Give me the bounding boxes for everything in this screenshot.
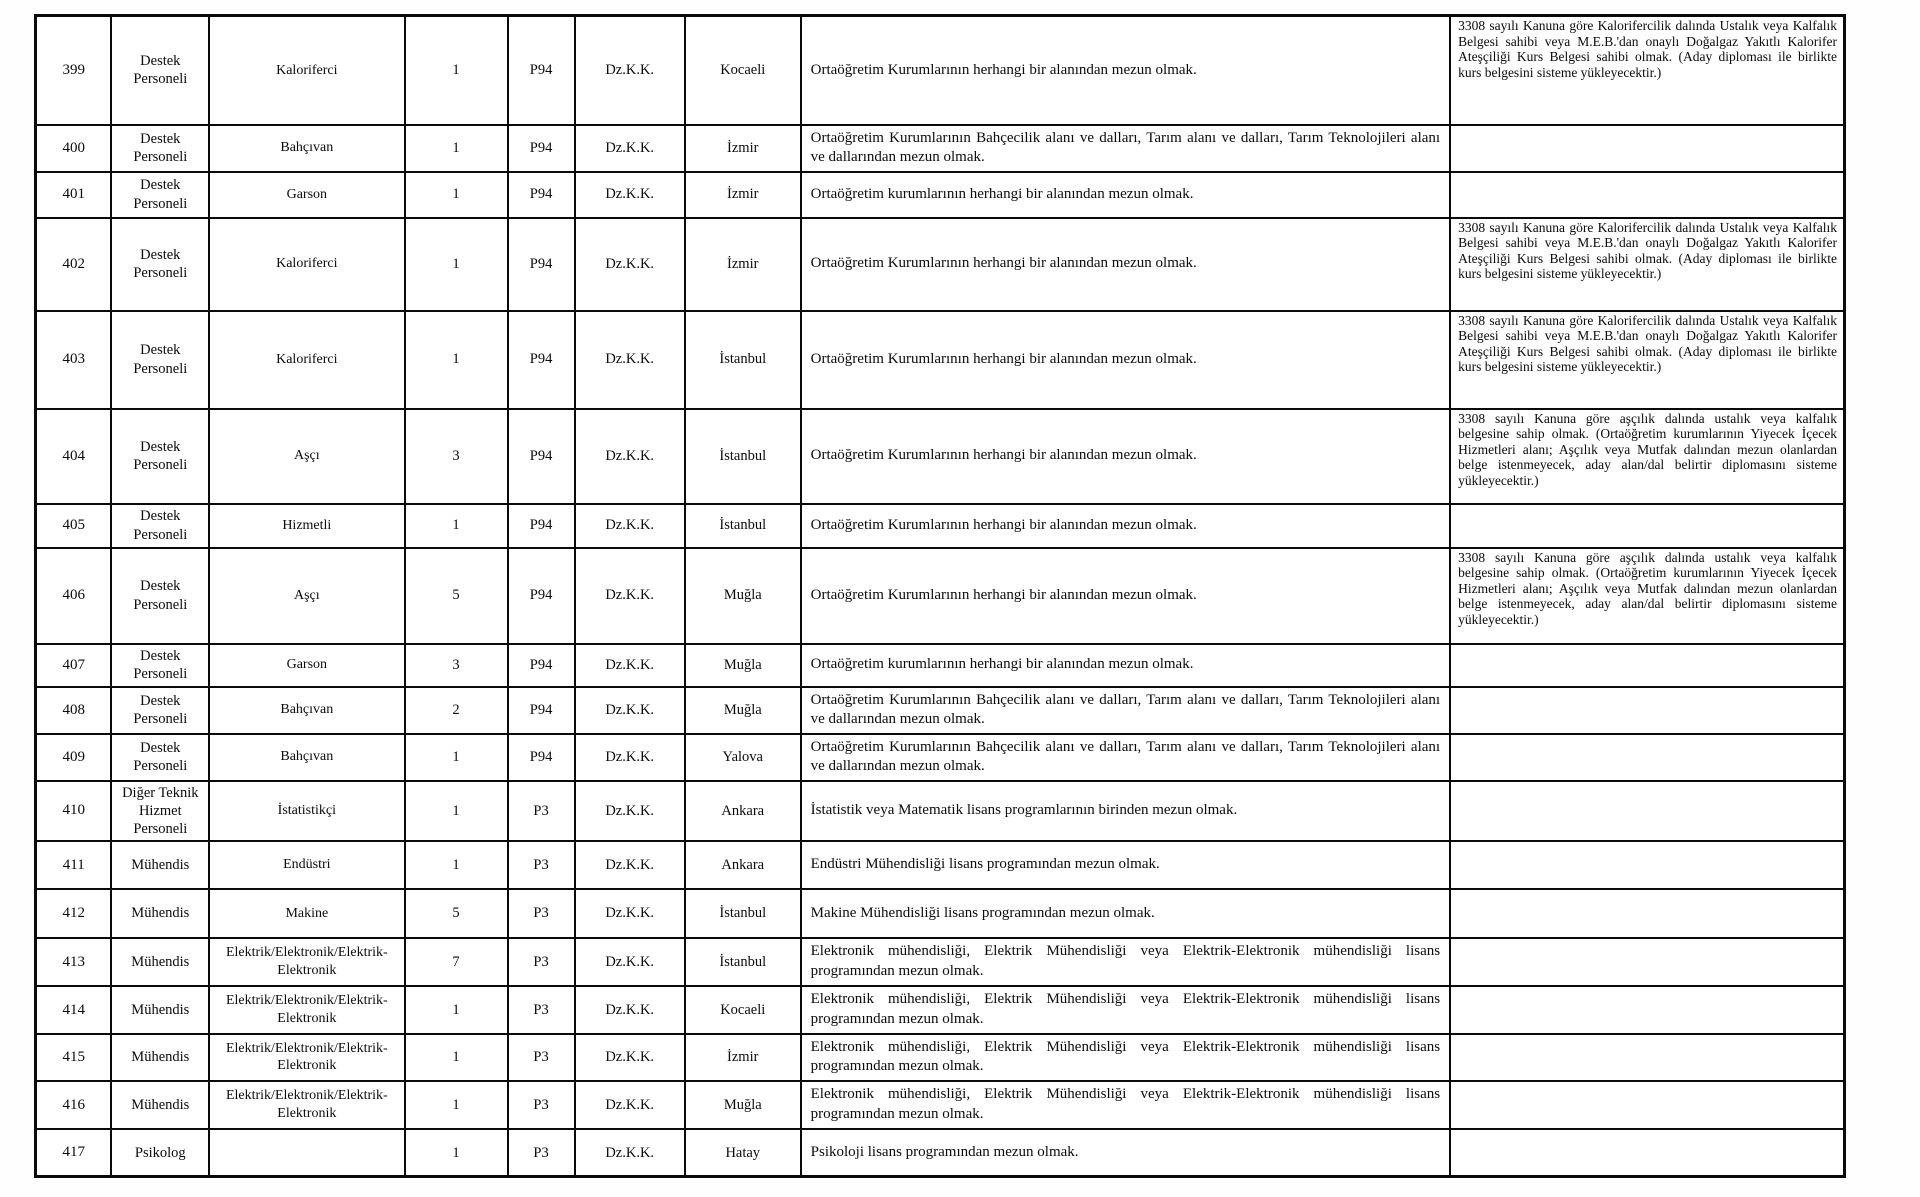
cell-sira-no: 414: [36, 986, 112, 1034]
cell-kurum: Dz.K.K.: [575, 172, 685, 218]
cell-unvan-brans: Bahçıvan: [209, 687, 404, 734]
cell-sira-no: 403: [36, 311, 112, 409]
cell-adet: 1: [405, 1129, 508, 1177]
cell-il: Ankara: [685, 781, 801, 841]
cell-aranan-nitelikler: İstatistik veya Matematik lisans programlarının birinden mezun olmak.: [801, 781, 1450, 841]
cell-aranan-nitelikler: Ortaöğretim kurumlarının herhangi bir alanından mezun olmak.: [801, 644, 1450, 687]
table-row: [36, 889, 1845, 938]
cell-aciklama: [1450, 986, 1844, 1034]
cell-adet: 5: [405, 548, 508, 644]
cell-aranan-nitelikler: Elektronik mühendisliği, Elektrik Mühendisliği veya Elektrik-Elektronik mühendisliği lisans programından mezun olmak.: [801, 1081, 1450, 1129]
cell-sira-no: 399: [36, 16, 112, 125]
cell-adet: 1: [405, 218, 508, 311]
cell-aciklama: [1450, 687, 1844, 734]
cell-unvan-brans: Hizmetli: [209, 504, 404, 548]
cell-sira-no: 415: [36, 1034, 112, 1081]
cell-sinif: Mühendis: [111, 986, 209, 1034]
cell-sira-no: 402: [36, 218, 112, 311]
cell-aciklama: 3308 sayılı Kanuna göre Kalorifercilik dalında Ustalık veya Kalfalık Belgesi sahibi veya M.E.B.'dan onaylı Doğalgaz Yakıtlı Kalorifer Ateşçiliği Kurs Belgesi sahibi olmak. (Aday diploması ile birlikte kurs belgesini sisteme yükleyecektir.): [1450, 16, 1844, 125]
cell-adet: 3: [405, 409, 508, 504]
cell-puan-turu: P3: [508, 938, 575, 986]
cell-puan-turu: P3: [508, 986, 575, 1034]
cell-kurum: Dz.K.K.: [575, 409, 685, 504]
cell-kurum: Dz.K.K.: [575, 734, 685, 781]
table-row: [36, 687, 1845, 734]
cell-il: İstanbul: [685, 938, 801, 986]
cell-sinif: Mühendis: [111, 1081, 209, 1129]
cell-sinif: Destek Personeli: [111, 16, 209, 125]
cell-puan-turu: P94: [508, 311, 575, 409]
cell-sinif: Destek Personeli: [111, 687, 209, 734]
cell-il: Kocaeli: [685, 986, 801, 1034]
cell-adet: 3: [405, 644, 508, 687]
cell-adet: 1: [405, 841, 508, 889]
cell-aranan-nitelikler: Ortaöğretim Kurumlarının Bahçecilik alanı ve dalları, Tarım alanı ve dalları, Tarım Teknolojileri alanı ve dallarından mezun olmak.: [801, 734, 1450, 781]
cell-aranan-nitelikler: Ortaöğretim Kurumlarının herhangi bir alanından mezun olmak.: [801, 311, 1450, 409]
cell-puan-turu: P94: [508, 644, 575, 687]
cell-sinif: Psikolog: [111, 1129, 209, 1177]
cell-aciklama: [1450, 841, 1844, 889]
cell-aranan-nitelikler: Elektronik mühendisliği, Elektrik Mühendisliği veya Elektrik-Elektronik mühendisliği lisans programından mezun olmak.: [801, 1034, 1450, 1081]
cell-adet: 1: [405, 172, 508, 218]
cell-adet: 1: [405, 1081, 508, 1129]
cell-aranan-nitelikler: Ortaöğretim Kurumlarının herhangi bir alanından mezun olmak.: [801, 409, 1450, 504]
cell-sira-no: 405: [36, 504, 112, 548]
cell-unvan-brans: [209, 1129, 404, 1177]
cell-adet: 2: [405, 687, 508, 734]
cell-sira-no: 410: [36, 781, 112, 841]
cell-unvan-brans: Elektrik/Elektronik/Elektrik-Elektronik: [209, 1034, 404, 1081]
cell-sira-no: 412: [36, 889, 112, 938]
cell-aranan-nitelikler: Ortaöğretim Kurumlarının herhangi bir alanından mezun olmak.: [801, 548, 1450, 644]
cell-unvan-brans: Aşçı: [209, 409, 404, 504]
cell-aciklama: [1450, 1129, 1844, 1177]
cell-unvan-brans: İstatistikçi: [209, 781, 404, 841]
cell-puan-turu: P94: [508, 172, 575, 218]
cell-unvan-brans: Kaloriferci: [209, 311, 404, 409]
cell-sinif: Destek Personeli: [111, 734, 209, 781]
cell-sira-no: 416: [36, 1081, 112, 1129]
cell-sira-no: 409: [36, 734, 112, 781]
cell-puan-turu: P94: [508, 16, 575, 125]
cell-sinif: Mühendis: [111, 938, 209, 986]
cell-puan-turu: P94: [508, 218, 575, 311]
table-row: [36, 311, 1845, 409]
table-row: [36, 938, 1845, 986]
cell-unvan-brans: Garson: [209, 644, 404, 687]
cell-sinif: Destek Personeli: [111, 218, 209, 311]
cell-puan-turu: P94: [508, 548, 575, 644]
cell-il: İstanbul: [685, 504, 801, 548]
table-row: [36, 409, 1845, 504]
cell-kurum: Dz.K.K.: [575, 1129, 685, 1177]
cell-il: İzmir: [685, 1034, 801, 1081]
cell-kurum: Dz.K.K.: [575, 548, 685, 644]
table-row: [36, 644, 1845, 687]
cell-kurum: Dz.K.K.: [575, 687, 685, 734]
job-postings-table-body: [36, 16, 1845, 1177]
job-postings-table: [34, 14, 1846, 1178]
cell-sinif: Diğer Teknik Hizmet Personeli: [111, 781, 209, 841]
table-row: [36, 1129, 1845, 1177]
cell-sinif: Destek Personeli: [111, 644, 209, 687]
cell-unvan-brans: Bahçıvan: [209, 125, 404, 172]
cell-puan-turu: P94: [508, 687, 575, 734]
cell-il: Hatay: [685, 1129, 801, 1177]
cell-sinif: Destek Personeli: [111, 548, 209, 644]
cell-il: Ankara: [685, 841, 801, 889]
cell-adet: 1: [405, 781, 508, 841]
cell-puan-turu: P94: [508, 125, 575, 172]
table-row: [36, 218, 1845, 311]
cell-sira-no: 400: [36, 125, 112, 172]
cell-sinif: Mühendis: [111, 889, 209, 938]
cell-sinif: Destek Personeli: [111, 125, 209, 172]
cell-kurum: Dz.K.K.: [575, 1034, 685, 1081]
cell-aranan-nitelikler: Ortaöğretim Kurumlarının herhangi bir alanından mezun olmak.: [801, 504, 1450, 548]
table-row: [36, 841, 1845, 889]
cell-il: Muğla: [685, 644, 801, 687]
table-row: [36, 16, 1845, 125]
cell-adet: 1: [405, 734, 508, 781]
cell-aciklama: [1450, 1081, 1844, 1129]
cell-adet: 7: [405, 938, 508, 986]
cell-aciklama: 3308 sayılı Kanuna göre aşçılık dalında ustalık veya kalfalık belgesine sahip olmak. (Ortaöğretim kurumlarının Yiyecek İçecek Hizmetleri alanı; Aşçılık veya Mutfak dalından mezun olanlardan belge istenmeyecek, aday alan/dal belirtir diplomasını sisteme yükleyecektir.): [1450, 548, 1844, 644]
cell-aranan-nitelikler: Ortaöğretim Kurumlarının Bahçecilik alanı ve dalları, Tarım alanı ve dalları, Tarım Teknolojileri alanı ve dallarından mezun olmak.: [801, 125, 1450, 172]
cell-sira-no: 417: [36, 1129, 112, 1177]
cell-kurum: Dz.K.K.: [575, 311, 685, 409]
cell-unvan-brans: Aşçı: [209, 548, 404, 644]
cell-sinif: Mühendis: [111, 1034, 209, 1081]
cell-aciklama: [1450, 644, 1844, 687]
cell-aciklama: 3308 sayılı Kanuna göre Kalorifercilik dalında Ustalık veya Kalfalık Belgesi sahibi veya M.E.B.'dan onaylı Doğalgaz Yakıtlı Kalorifer Ateşçiliği Kurs Belgesi sahibi olmak. (Aday diploması ile birlikte kurs belgesini sisteme yükleyecektir.): [1450, 311, 1844, 409]
cell-aciklama: [1450, 938, 1844, 986]
cell-sira-no: 404: [36, 409, 112, 504]
cell-unvan-brans: Kaloriferci: [209, 16, 404, 125]
table-row: [36, 781, 1845, 841]
cell-sinif: Destek Personeli: [111, 172, 209, 218]
cell-kurum: Dz.K.K.: [575, 16, 685, 125]
cell-aciklama: 3308 sayılı Kanuna göre Kalorifercilik dalında Ustalık veya Kalfalık Belgesi sahibi veya M.E.B.'dan onaylı Doğalgaz Yakıtlı Kalorifer Ateşçiliği Kurs Belgesi sahibi olmak. (Aday diploması ile birlikte kurs belgesini sisteme yükleyecektir.): [1450, 218, 1844, 311]
cell-puan-turu: P94: [508, 409, 575, 504]
cell-aciklama: [1450, 1034, 1844, 1081]
cell-aranan-nitelikler: Endüstri Mühendisliği lisans programından mezun olmak.: [801, 841, 1450, 889]
cell-il: İstanbul: [685, 889, 801, 938]
cell-sira-no: 408: [36, 687, 112, 734]
cell-aranan-nitelikler: Makine Mühendisliği lisans programından mezun olmak.: [801, 889, 1450, 938]
cell-aciklama: [1450, 781, 1844, 841]
cell-aranan-nitelikler: Ortaöğretim Kurumlarının herhangi bir alanından mezun olmak.: [801, 16, 1450, 125]
cell-aciklama: [1450, 734, 1844, 781]
cell-aciklama: [1450, 504, 1844, 548]
cell-aranan-nitelikler: Elektronik mühendisliği, Elektrik Mühendisliği veya Elektrik-Elektronik mühendisliği lisans programından mezun olmak.: [801, 938, 1450, 986]
cell-il: Kocaeli: [685, 16, 801, 125]
cell-il: Muğla: [685, 1081, 801, 1129]
cell-sinif: Destek Personeli: [111, 311, 209, 409]
cell-sira-no: 413: [36, 938, 112, 986]
cell-puan-turu: P3: [508, 841, 575, 889]
cell-sira-no: 406: [36, 548, 112, 644]
cell-adet: 1: [405, 125, 508, 172]
cell-aranan-nitelikler: Ortaöğretim kurumlarının herhangi bir alanından mezun olmak.: [801, 172, 1450, 218]
cell-kurum: Dz.K.K.: [575, 125, 685, 172]
cell-sinif: Mühendis: [111, 841, 209, 889]
cell-unvan-brans: Elektrik/Elektronik/Elektrik-Elektronik: [209, 986, 404, 1034]
table-row: [36, 734, 1845, 781]
cell-il: İzmir: [685, 172, 801, 218]
cell-aciklama: [1450, 125, 1844, 172]
cell-aranan-nitelikler: Elektronik mühendisliği, Elektrik Mühendisliği veya Elektrik-Elektronik mühendisliği lisans programından mezun olmak.: [801, 986, 1450, 1034]
cell-adet: 1: [405, 986, 508, 1034]
cell-adet: 1: [405, 504, 508, 548]
cell-il: Yalova: [685, 734, 801, 781]
cell-unvan-brans: Elektrik/Elektronik/Elektrik-Elektronik: [209, 938, 404, 986]
table-row: [36, 1034, 1845, 1081]
cell-kurum: Dz.K.K.: [575, 218, 685, 311]
cell-aciklama: [1450, 889, 1844, 938]
cell-puan-turu: P94: [508, 734, 575, 781]
cell-il: Muğla: [685, 687, 801, 734]
cell-adet: 1: [405, 311, 508, 409]
cell-puan-turu: P3: [508, 1129, 575, 1177]
cell-sinif: Destek Personeli: [111, 409, 209, 504]
cell-adet: 1: [405, 1034, 508, 1081]
cell-unvan-brans: Elektrik/Elektronik/Elektrik-Elektronik: [209, 1081, 404, 1129]
cell-unvan-brans: Bahçıvan: [209, 734, 404, 781]
cell-puan-turu: P3: [508, 889, 575, 938]
table-row: [36, 125, 1845, 172]
cell-unvan-brans: Endüstri: [209, 841, 404, 889]
cell-kurum: Dz.K.K.: [575, 1081, 685, 1129]
cell-puan-turu: P3: [508, 781, 575, 841]
cell-il: Muğla: [685, 548, 801, 644]
cell-puan-turu: P3: [508, 1034, 575, 1081]
cell-unvan-brans: Makine: [209, 889, 404, 938]
cell-sira-no: 407: [36, 644, 112, 687]
cell-aciklama: [1450, 172, 1844, 218]
cell-puan-turu: P3: [508, 1081, 575, 1129]
cell-puan-turu: P94: [508, 504, 575, 548]
table-row: [36, 504, 1845, 548]
cell-aciklama: 3308 sayılı Kanuna göre aşçılık dalında ustalık veya kalfalık belgesine sahip olmak. (Ortaöğretim kurumlarının Yiyecek İçecek Hizmetleri alanı; Aşçılık veya Mutfak dalından mezun olanlardan belge istenmeyecek, aday alan/dal belirtir diplomasını sisteme yükleyecektir.): [1450, 409, 1844, 504]
cell-adet: 5: [405, 889, 508, 938]
table-row: [36, 986, 1845, 1034]
cell-il: İzmir: [685, 218, 801, 311]
cell-kurum: Dz.K.K.: [575, 504, 685, 548]
cell-aranan-nitelikler: Psikoloji lisans programından mezun olmak.: [801, 1129, 1450, 1177]
cell-kurum: Dz.K.K.: [575, 889, 685, 938]
cell-adet: 1: [405, 16, 508, 125]
cell-kurum: Dz.K.K.: [575, 938, 685, 986]
cell-il: İzmir: [685, 125, 801, 172]
cell-sira-no: 411: [36, 841, 112, 889]
table-row: [36, 1081, 1845, 1129]
cell-aranan-nitelikler: Ortaöğretim Kurumlarının Bahçecilik alanı ve dalları, Tarım alanı ve dalları, Tarım Teknolojileri alanı ve dallarından mezun olmak.: [801, 687, 1450, 734]
cell-il: İstanbul: [685, 409, 801, 504]
cell-kurum: Dz.K.K.: [575, 841, 685, 889]
cell-kurum: Dz.K.K.: [575, 644, 685, 687]
cell-sira-no: 401: [36, 172, 112, 218]
cell-kurum: Dz.K.K.: [575, 986, 685, 1034]
cell-il: İstanbul: [685, 311, 801, 409]
cell-sinif: Destek Personeli: [111, 504, 209, 548]
cell-unvan-brans: Kaloriferci: [209, 218, 404, 311]
table-row: [36, 548, 1845, 644]
cell-aranan-nitelikler: Ortaöğretim Kurumlarının herhangi bir alanından mezun olmak.: [801, 218, 1450, 311]
cell-unvan-brans: Garson: [209, 172, 404, 218]
cell-kurum: Dz.K.K.: [575, 781, 685, 841]
table-row: [36, 172, 1845, 218]
